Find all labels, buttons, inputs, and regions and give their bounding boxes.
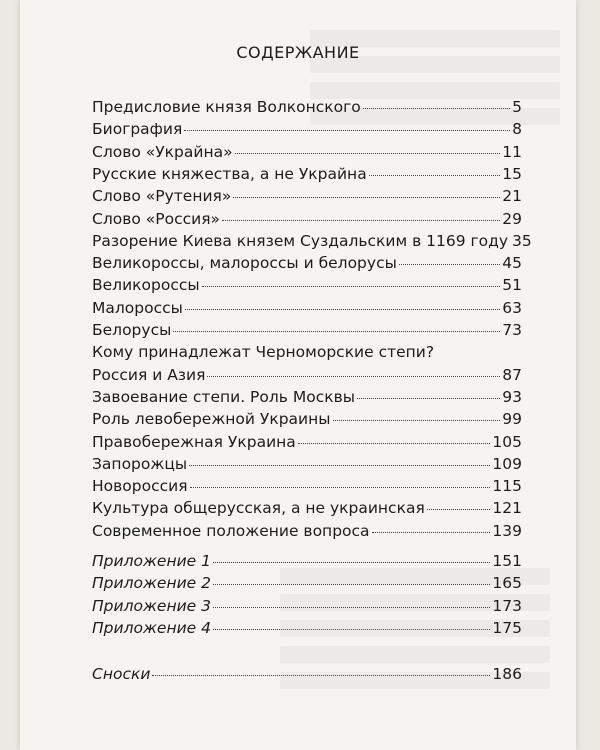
toc-entry-title: Приложение 1 (92, 552, 211, 570)
toc-entry-page-number: 87 (502, 365, 522, 384)
toc-entry-title: Завоевание степи. Роль Москвы (92, 387, 355, 406)
toc-entry (92, 433, 522, 451)
dot-leader (213, 607, 490, 608)
toc-entry-page-number: 109 (492, 454, 522, 473)
toc-entry-title: Приложение 3 (92, 596, 211, 615)
toc-entry (92, 165, 522, 183)
toc-entry (92, 143, 522, 161)
dot-leader (399, 264, 500, 265)
toc-entry-page-number: 21 (502, 187, 522, 206)
toc-entry (92, 98, 522, 116)
toc-entry-title: Малороссы (92, 298, 183, 317)
toc-entry-page-number: 186 (492, 665, 522, 684)
toc-entry-page-number: 173 (492, 596, 522, 615)
book-page (20, 0, 576, 750)
toc-entry-title: Предисловие князя Волконского (92, 98, 361, 116)
toc-entry (92, 231, 532, 250)
toc-entry-page-number: 73 (502, 321, 522, 339)
toc-entry (92, 299, 522, 317)
toc-entry (92, 574, 522, 592)
toc-entry-title: Правобережная Украина (92, 432, 296, 451)
toc-entry-page-number: 5 (512, 98, 522, 116)
toc-entry-page-number: 51 (502, 276, 522, 295)
toc-entry-title: Культура общерусская, а не украинская (92, 499, 425, 518)
dot-leader (152, 675, 490, 676)
dot-leader (372, 532, 491, 533)
toc-entry-title: Белорусы (92, 321, 172, 339)
dot-leader (333, 420, 501, 421)
toc-entry-page-number: 11 (502, 142, 522, 161)
toc-entry (92, 120, 522, 138)
toc-entry-page-number: 15 (502, 164, 522, 183)
dot-leader (222, 220, 500, 221)
dot-leader (233, 197, 500, 198)
toc-entry-title: Великороссы, малороссы и белорусы (92, 254, 397, 273)
toc-entry-page-number: 139 (492, 521, 522, 540)
dot-leader (173, 331, 500, 332)
dot-leader (427, 509, 491, 510)
toc-entry (92, 597, 522, 615)
toc-entry-title: Современное положение вопроса (92, 521, 370, 540)
toc-entry-title: Новороссия (92, 477, 188, 496)
toc-entry (92, 276, 522, 294)
dot-leader (235, 153, 501, 154)
toc-entry-title: Приложение 4 (92, 618, 211, 637)
toc-entry (92, 388, 522, 406)
toc-entry (92, 210, 522, 228)
toc-entry-title: Биография (92, 120, 183, 139)
toc-entry-title: Великороссы (92, 276, 200, 295)
toc-entry-page-number: 35 (512, 231, 532, 250)
toc-entry-title: Кому принадлежат Черноморские степи? (92, 343, 435, 362)
toc-entry-title: Слово «Украйна» (92, 142, 233, 161)
toc-entry-title: Приложение 2 (92, 574, 211, 593)
toc-entry-page-number: 63 (502, 298, 522, 317)
toc-entry (92, 477, 522, 495)
toc-entry-page-number: 175 (492, 618, 522, 637)
dot-leader (213, 562, 490, 563)
toc-entry-title: Запорожцы (92, 454, 188, 473)
toc-entry-page-number: 105 (492, 432, 522, 451)
dot-leader (207, 376, 500, 377)
dot-leader (369, 175, 501, 176)
toc-entry-title: Слово «Рутения» (92, 187, 232, 206)
toc-entry (92, 343, 522, 361)
toc-entry (92, 321, 522, 339)
dot-leader (202, 286, 501, 287)
toc-entry-title: Россия и Азия (92, 365, 206, 384)
toc-entry-page-number: 45 (502, 254, 522, 273)
toc-entry (92, 254, 522, 272)
toc-entry (92, 665, 522, 683)
dot-leader (185, 309, 500, 310)
toc-entry (92, 552, 522, 570)
toc-entry (92, 366, 522, 384)
toc-entry-page-number: 151 (492, 552, 522, 570)
toc-entry-title: Слово «Россия» (92, 209, 220, 228)
toc-entry-title: Сноски (92, 665, 151, 684)
toc-entry-title: Роль левобережной Украины (92, 410, 331, 429)
dot-leader (213, 629, 490, 630)
toc-entry-page-number: 115 (492, 477, 522, 496)
toc-entry (92, 499, 522, 517)
dot-leader (189, 465, 490, 466)
toc-entry (92, 455, 522, 473)
toc-entry-page-number: 165 (492, 574, 522, 593)
page-title: СОДЕРЖАНИЕ (236, 43, 360, 62)
toc-entry-page-number: 99 (502, 410, 522, 429)
toc-entry-page-number: 8 (512, 120, 522, 139)
dot-leader (298, 443, 491, 444)
toc-entry (92, 410, 522, 428)
toc-entry-page-number: 121 (492, 499, 522, 518)
toc-entry (92, 619, 522, 637)
toc-entry-page-number: 29 (502, 209, 522, 228)
toc-entry-title: Разорение Киева князем Суздальским в 1169 году (92, 231, 509, 250)
dot-leader (190, 487, 491, 488)
dot-leader (357, 398, 500, 399)
toc-entry-title: Русские княжества, а не Украйна (92, 164, 367, 183)
dot-leader (213, 584, 490, 585)
toc-entry (92, 187, 522, 205)
dot-leader (184, 130, 510, 131)
dot-leader (363, 108, 510, 109)
toc-entry (92, 522, 522, 540)
toc-entry-page-number: 93 (502, 387, 522, 406)
